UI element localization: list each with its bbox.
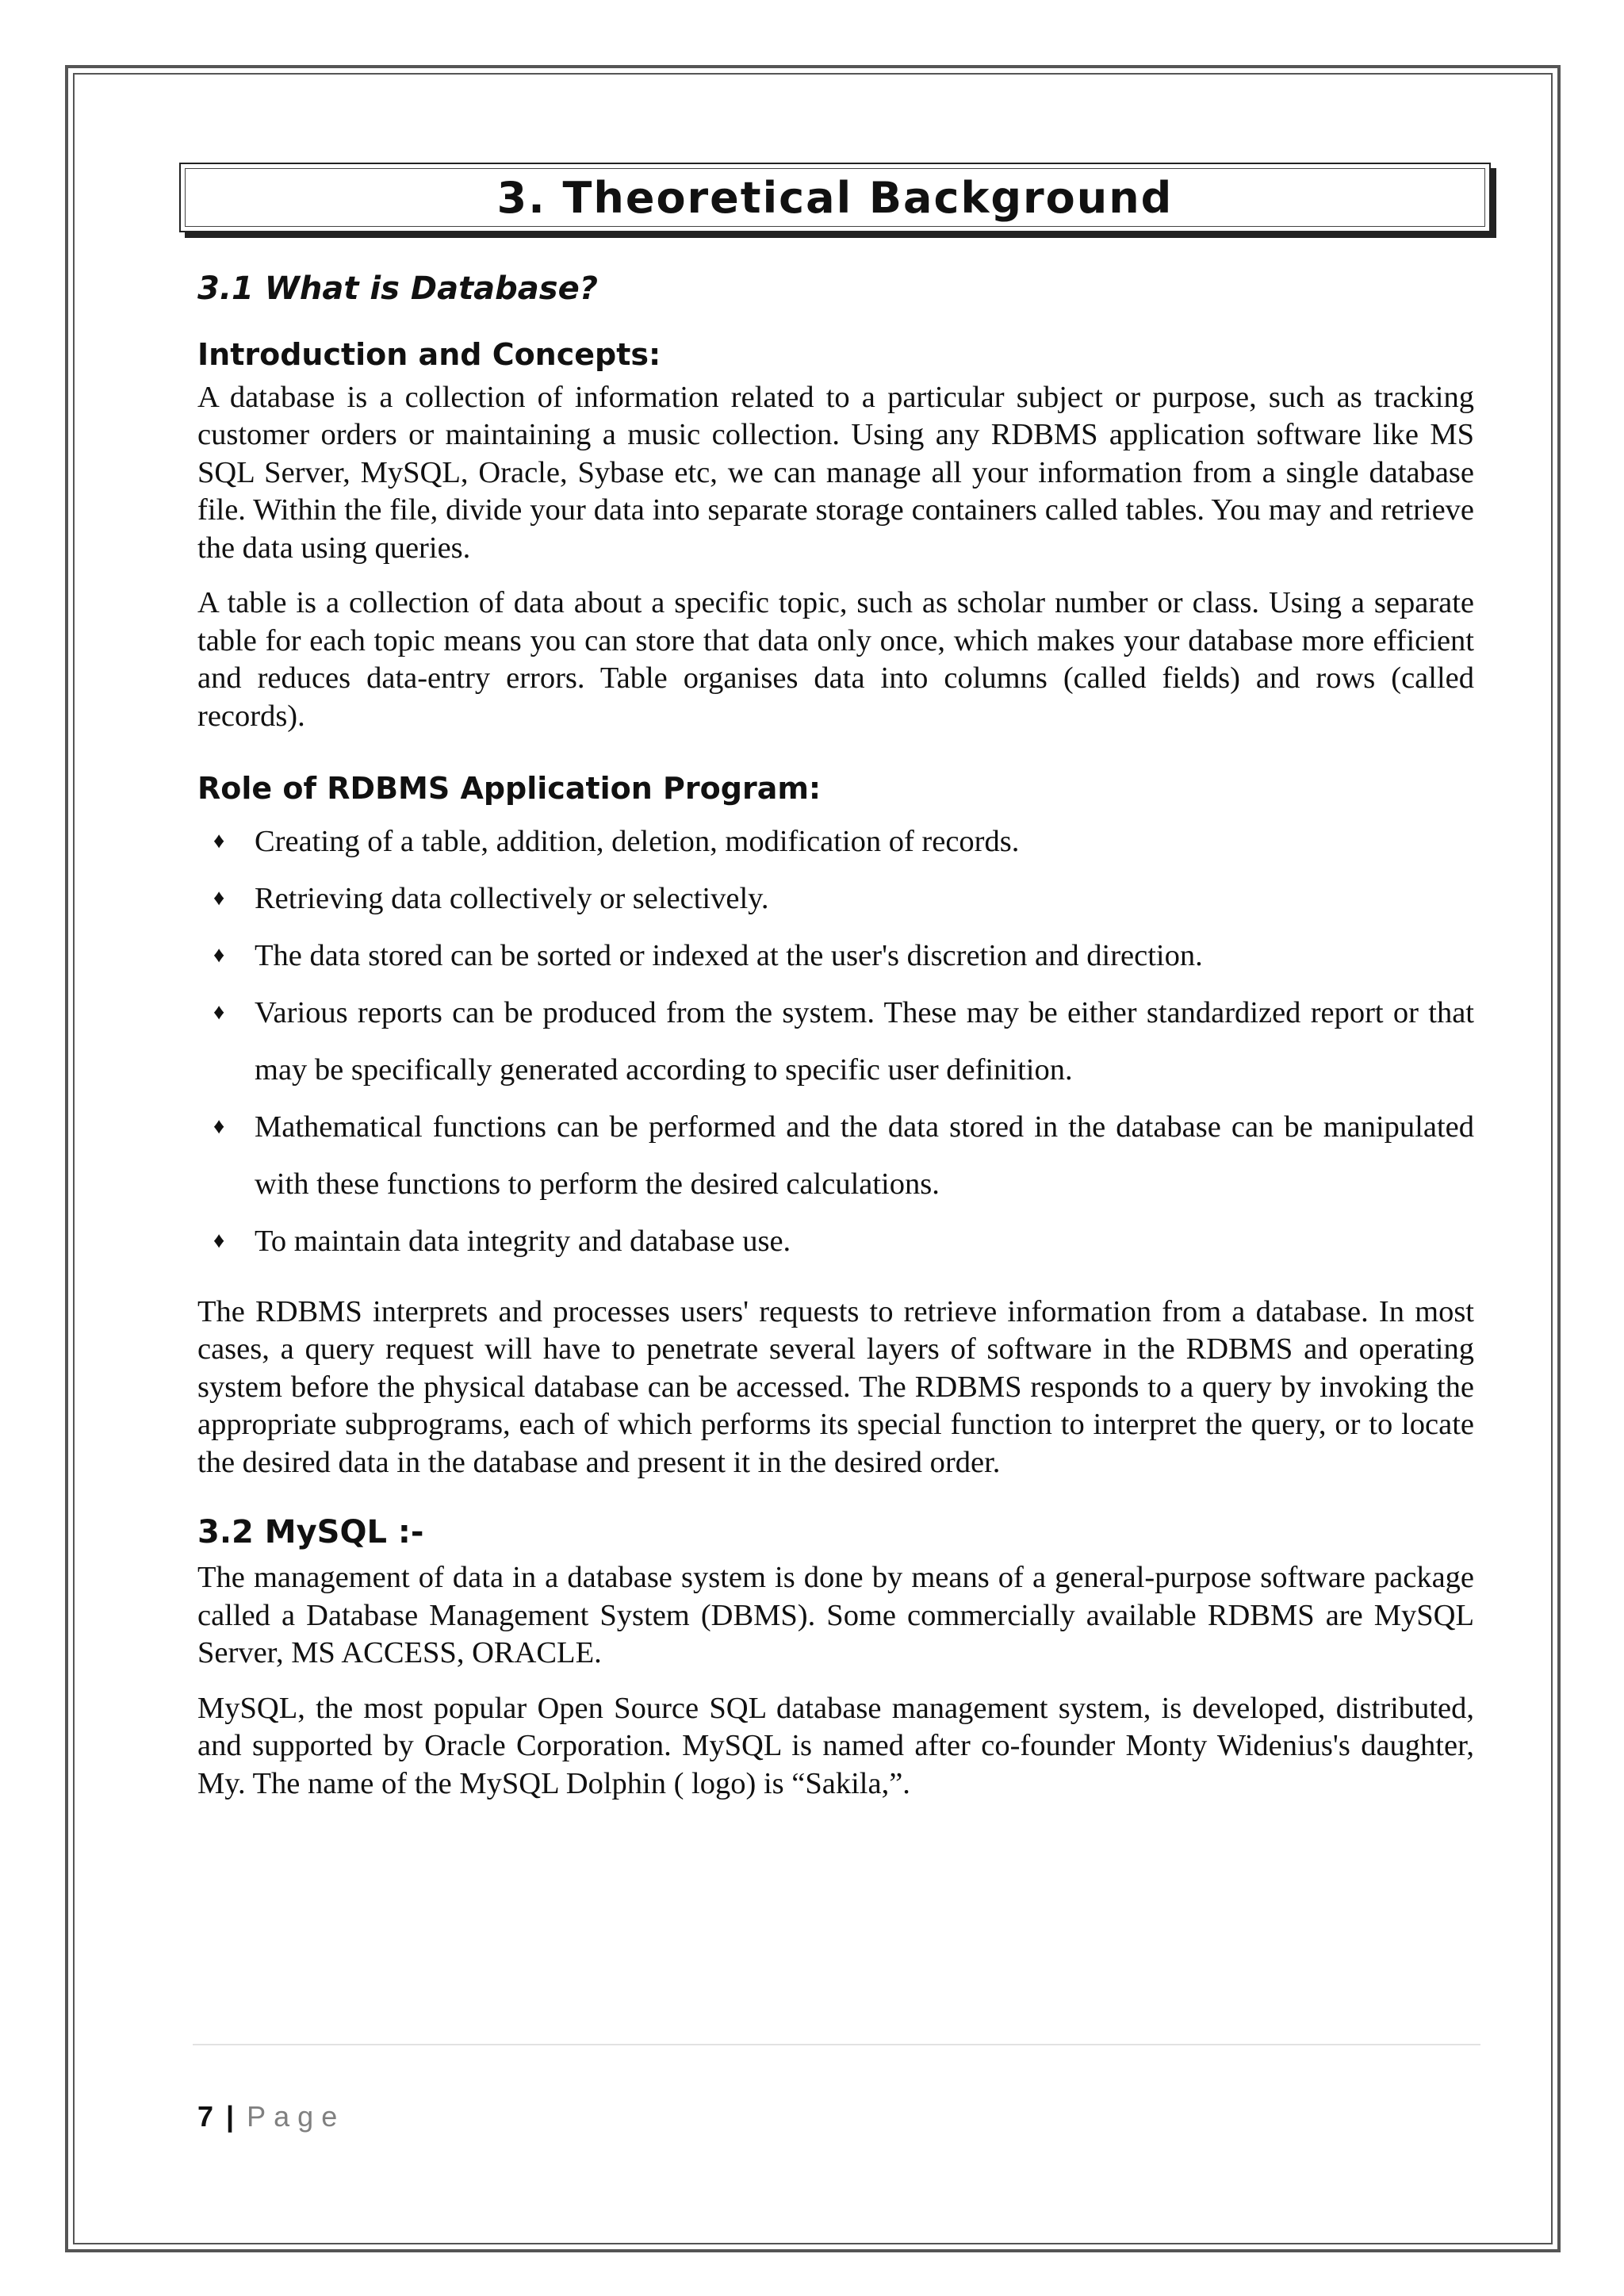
- paragraph-dbms-management: The management of data in a database system is done by means of a general-purpose software package called a Database Management System (DBMS). Some commercially available RDBMS are MySQL Server, MS ACCESS, ORACLE.: [197, 1561, 1474, 1669]
- footer-separator: |: [226, 2100, 235, 2133]
- list-item: [213, 1213, 1474, 1270]
- list-item: [213, 870, 1474, 927]
- diamond-bullet-icon: ♦: [213, 999, 225, 1025]
- subheading-introduction: Introduction and Concepts:: [197, 337, 661, 372]
- section-heading-mysql: 3.2 MySQL :-: [197, 1514, 424, 1550]
- chapter-title: 3. Theoretical Background: [496, 172, 1174, 223]
- list-item-text: The data stored can be sorted or indexed at the user's discretion and direction.: [255, 938, 1203, 972]
- list-item-text: To maintain data integrity and database use.: [255, 1224, 791, 1258]
- diamond-bullet-icon: ♦: [213, 942, 225, 968]
- diamond-bullet-icon: ♦: [213, 1114, 225, 1139]
- page-label: Page: [247, 2100, 346, 2133]
- page-number: 7: [197, 2100, 214, 2133]
- list-item: [213, 813, 1474, 870]
- paragraph-database-definition: A database is a collection of information related to a particular subject or purpose, such as tracking customer orders or maintaining a music collection. Using any RDBMS application software like MS SQL Server, MySQL, Oracle, Sybase etc, we can manage all your information from a single database file. Within the file, divide your data into separate storage containers called tables. You may and retrieve the data using queries.: [197, 380, 1474, 565]
- list-item-text: Creating of a table, addition, deletion, modification of records.: [255, 824, 1020, 858]
- page-footer: [197, 2100, 345, 2133]
- diamond-bullet-icon: ♦: [213, 1228, 225, 1253]
- section-heading-database: 3.1 What is Database?: [197, 270, 598, 307]
- list-item-text: Retrieving data collectively or selectively.: [255, 881, 769, 915]
- list-item-text: Mathematical functions can be performed and the data stored in the database can be manipulated with these functions to perform the desired calculations.: [255, 1110, 1474, 1201]
- paragraph-rdbms-interpretation: The RDBMS interprets and processes users' requests to retrieve information from a database. In most cases, a query request will have to penetrate several layers of software in the RDBMS and operating system before the physical database can be accessed. The RDBMS responds to a query by invoking the appropriate subprograms, each of which performs its special function to interpret the query, or to locate the desired data in the database and present it in the desired order.: [197, 1294, 1474, 1479]
- diamond-bullet-icon: ♦: [213, 828, 225, 853]
- chapter-title-box: [179, 163, 1491, 232]
- list-item: [213, 927, 1474, 984]
- subheading-rdbms-role: Role of RDBMS Application Program:: [197, 771, 822, 806]
- list-item: [213, 984, 1474, 1098]
- paragraph-table-definition: A table is a collection of data about a specific topic, such as scholar number or class. Using a separate table for each topic means you can store that data only once, which makes your database more efficient and reduces data-entry errors. Table organises data into columns (called fields) and rows (called records).: [197, 586, 1474, 733]
- list-item-text: Various reports can be produced from the system. These may be either standardized report or that may be specifically generated according to specific user definition.: [255, 995, 1474, 1087]
- footer-divider: [193, 2044, 1480, 2045]
- paragraph-mysql-description: MySQL, the most popular Open Source SQL database management system, is developed, distributed, and supported by Oracle Corporation. MySQL is named after co-founder Monty Widenius's daughter, My. The name of the MySQL Dolphin ( logo) is “Sakila,”.: [197, 1691, 1474, 1800]
- diamond-bullet-icon: ♦: [213, 885, 225, 910]
- list-item: [213, 1098, 1474, 1213]
- page-content: [197, 270, 1474, 1820]
- rdbms-role-list: [197, 813, 1474, 1270]
